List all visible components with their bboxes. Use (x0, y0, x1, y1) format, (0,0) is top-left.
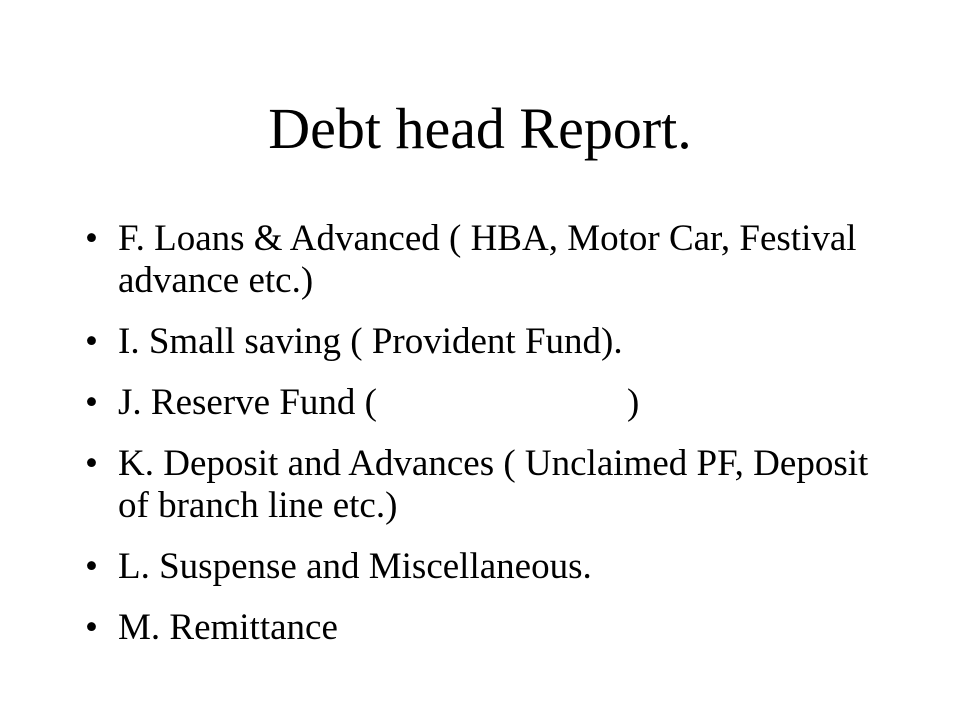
bullet-item-reserve-fund (85, 382, 905, 424)
bullet-text: I. Small saving ( Provident Fund). (118, 321, 623, 362)
bullet-text: L. Suspense and Miscellaneous. (118, 546, 592, 587)
bullet-icon: • (85, 546, 98, 587)
bullet-text: F. Loans & Advanced ( HBA, Motor Car, Festival advance etc.) (118, 218, 857, 301)
bullet-text-start: J. Reserve Fund ( (118, 382, 377, 423)
bullet-list (85, 218, 905, 668)
bullet-text: K. Deposit and Advances ( Unclaimed PF, Deposit of branch line etc.) (118, 443, 869, 526)
bullet-icon: • (85, 607, 98, 648)
bullet-icon: • (85, 218, 98, 259)
bullet-text-end: ) (626, 382, 640, 423)
slide-title: Debt head Report. (268, 96, 692, 161)
bullet-item-deposit (85, 443, 905, 527)
bullet-text: M. Remittance (118, 607, 338, 648)
bullet-item-small-saving (85, 321, 905, 363)
bullet-item-loans (85, 218, 905, 302)
bullet-item-remittance (85, 607, 905, 649)
bullet-icon: • (85, 443, 98, 484)
bullet-item-suspense (85, 546, 905, 588)
bullet-icon: • (85, 321, 98, 362)
bullet-icon: • (85, 382, 98, 423)
